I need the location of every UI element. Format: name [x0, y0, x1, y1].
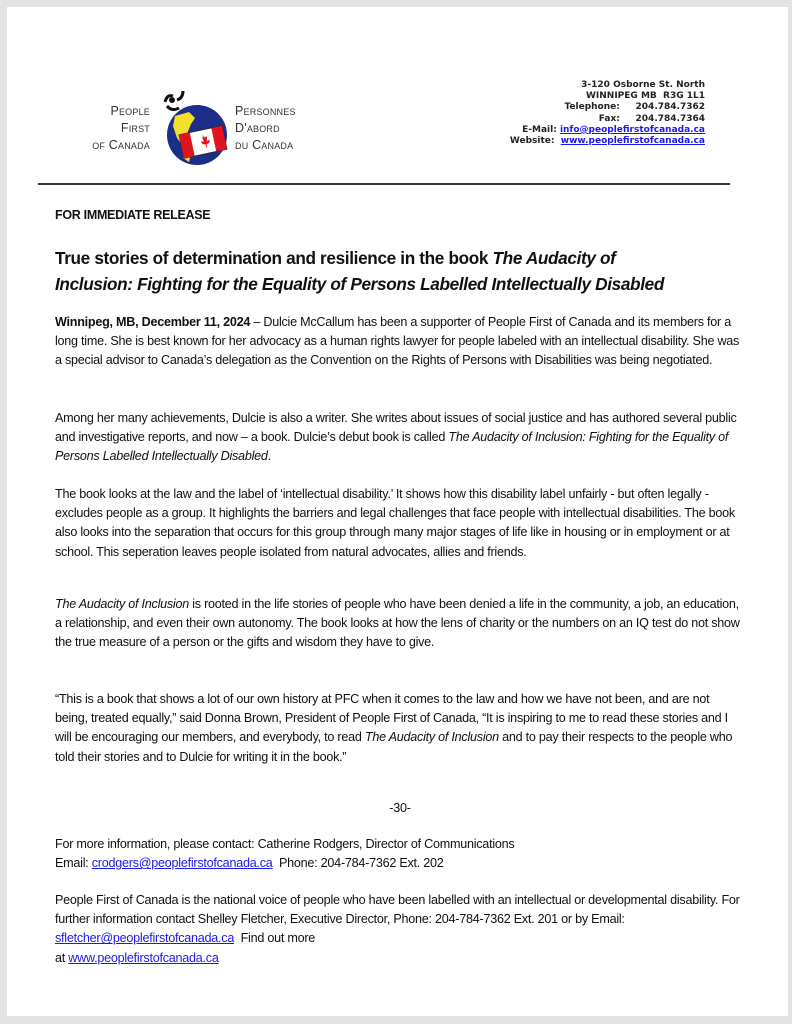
media-contact-phone: Phone: 204-784-7362 Ext. 202 [272, 856, 444, 871]
about-organization [55, 891, 745, 968]
website-link[interactable]: www.peoplefirstofcanada.ca [560, 136, 705, 147]
paragraph-end: . [267, 449, 271, 464]
quote-text: “This is a book that shows a lot of our own history at PFC when it comes to the law and how we have not been, and are not being, treated equally,” said Donna Brown, President of People First of Canada, “It is inspiring to me to read these stories and I will be encouraging our members, and everybody, to read [55, 692, 728, 745]
email-row [437, 125, 705, 136]
paragraph-text: is rooted in the life stories of people who have been denied a life in the community, a job, an education, a relationship, and even their own autonomy. The book looks at how the lens of charity or the numbers on an IQ test do not show the true measure of a person or the gifts and wisdom they have to give. [55, 597, 740, 650]
book-title: The Audacity of Inclusion [364, 730, 499, 745]
header-divider [38, 183, 730, 185]
fax-row [437, 114, 705, 125]
letterhead-contact [437, 80, 705, 147]
paragraph-book-summary [55, 485, 745, 562]
headline [55, 245, 755, 297]
media-contact-line: For more information, please contact: Catherine Rodgers, Director of Communications [55, 837, 515, 851]
at-label: at [55, 950, 69, 965]
release-label: FOR IMMEDIATE RELEASE [55, 208, 211, 222]
headline-book-title: The Audacity of [492, 248, 616, 268]
website-label: Website: [509, 136, 555, 147]
media-contact [55, 835, 745, 873]
paragraph-intro [55, 313, 745, 371]
about-text: People First of Canada is the national voice of people who have been labelled with an intellectual or developmental disability. For further information contact Shelley Fletcher, Executive Director, Phone: 204-784-7362 Ext. 201 or by Email: [55, 893, 740, 927]
org-name-fr-line: D'abord [235, 121, 280, 135]
media-contact-email-row [55, 854, 745, 873]
fax-label: Fax: [598, 113, 620, 124]
address-line: 3-120 Osborne St. North [581, 80, 705, 90]
telephone-row [437, 102, 705, 113]
email-label: Email: [55, 856, 92, 871]
paragraph-life-stories [55, 595, 745, 653]
find-out-more: Find out more [234, 931, 316, 946]
email-label: E-Mail: [522, 124, 557, 135]
org-name-en-line: of Canada [92, 138, 150, 152]
footer-website-link[interactable]: www.peoplefirstofcanada.ca [68, 950, 219, 965]
org-name-french [235, 103, 355, 154]
person-head-icon [169, 97, 175, 103]
paragraph-quote [55, 690, 745, 767]
end-marker: -30- [389, 801, 411, 815]
paragraph-text: – Dulcie McCallum has been a supporter of People First of Canada and its members for a long time. She is best known for her advocacy as a human rights lawyer for people labeled with an intellectual disability. She was a special advisor to Canada’s delegation as the Convention on the Rights of Persons with Disabilities was being negotiated. [55, 315, 740, 368]
website-row [437, 136, 705, 147]
city-postal-line: WINNIPEG MB R3G 1L1 [585, 91, 705, 102]
dateline: Winnipeg, MB, December 11, 2024 [55, 315, 251, 329]
org-name-fr-line: du Canada [235, 138, 294, 152]
document-page [7, 7, 788, 1016]
headline-book-subtitle: Inclusion: Fighting for the Equality of Persons Labelled Intellectually Disabled [55, 274, 664, 294]
paragraph-achievements [55, 409, 745, 467]
globe-canada-flag-icon [155, 90, 235, 170]
org-name-fr-line: Personnes [235, 104, 296, 118]
org-name-en-line: First [120, 121, 150, 135]
paragraph-text: Among her many achievements, Dulcie is also a writer. She writes about issues of social justice and has authored several public and investigative reports, and now – a book. Dulcie’s debut book is called [55, 411, 737, 445]
email-link[interactable]: info@peoplefirstofcanada.ca [559, 124, 705, 135]
headline-plain: True stories of determination and resilience in the book [55, 248, 493, 268]
org-name-en-line: People [110, 104, 150, 118]
org-name-english [55, 103, 150, 154]
person-body-icon [167, 106, 179, 110]
media-contact-email-link[interactable]: crodgers@peoplefirstofcanada.ca [91, 856, 273, 871]
person-arm-icon [177, 91, 183, 100]
telephone-value: 204.784.7362 [635, 102, 705, 113]
book-title: The Audacity of Inclusion: Fighting for the Equality of Persons Labelled Intellectually Disabled [55, 430, 729, 464]
executive-director-email-link[interactable]: sfletcher@peoplefirstofcanada.ca [55, 931, 235, 946]
paragraph-text: The book looks at the law and the label of ‘intellectual disability.’ It shows how this disability label unfairly - but often legally - excludes people as a group. It highlights the barriers and legal challenges that face people with intellectual disabilities. The book also looks into the separation that occurs for this group through many major stages of life like in housing or in employment or at school. This seperation leaves people isolated from natural advocates, allies and friends. [55, 487, 735, 559]
book-title: The Audacity of Inclusion [55, 597, 189, 611]
telephone-label: Telephone: [564, 102, 620, 113]
quote-end: and to pay their respects to the people who told their stories and to Dulcie for writing it in the book.” [55, 730, 733, 764]
fax-value: 204.784.7364 [635, 113, 705, 124]
